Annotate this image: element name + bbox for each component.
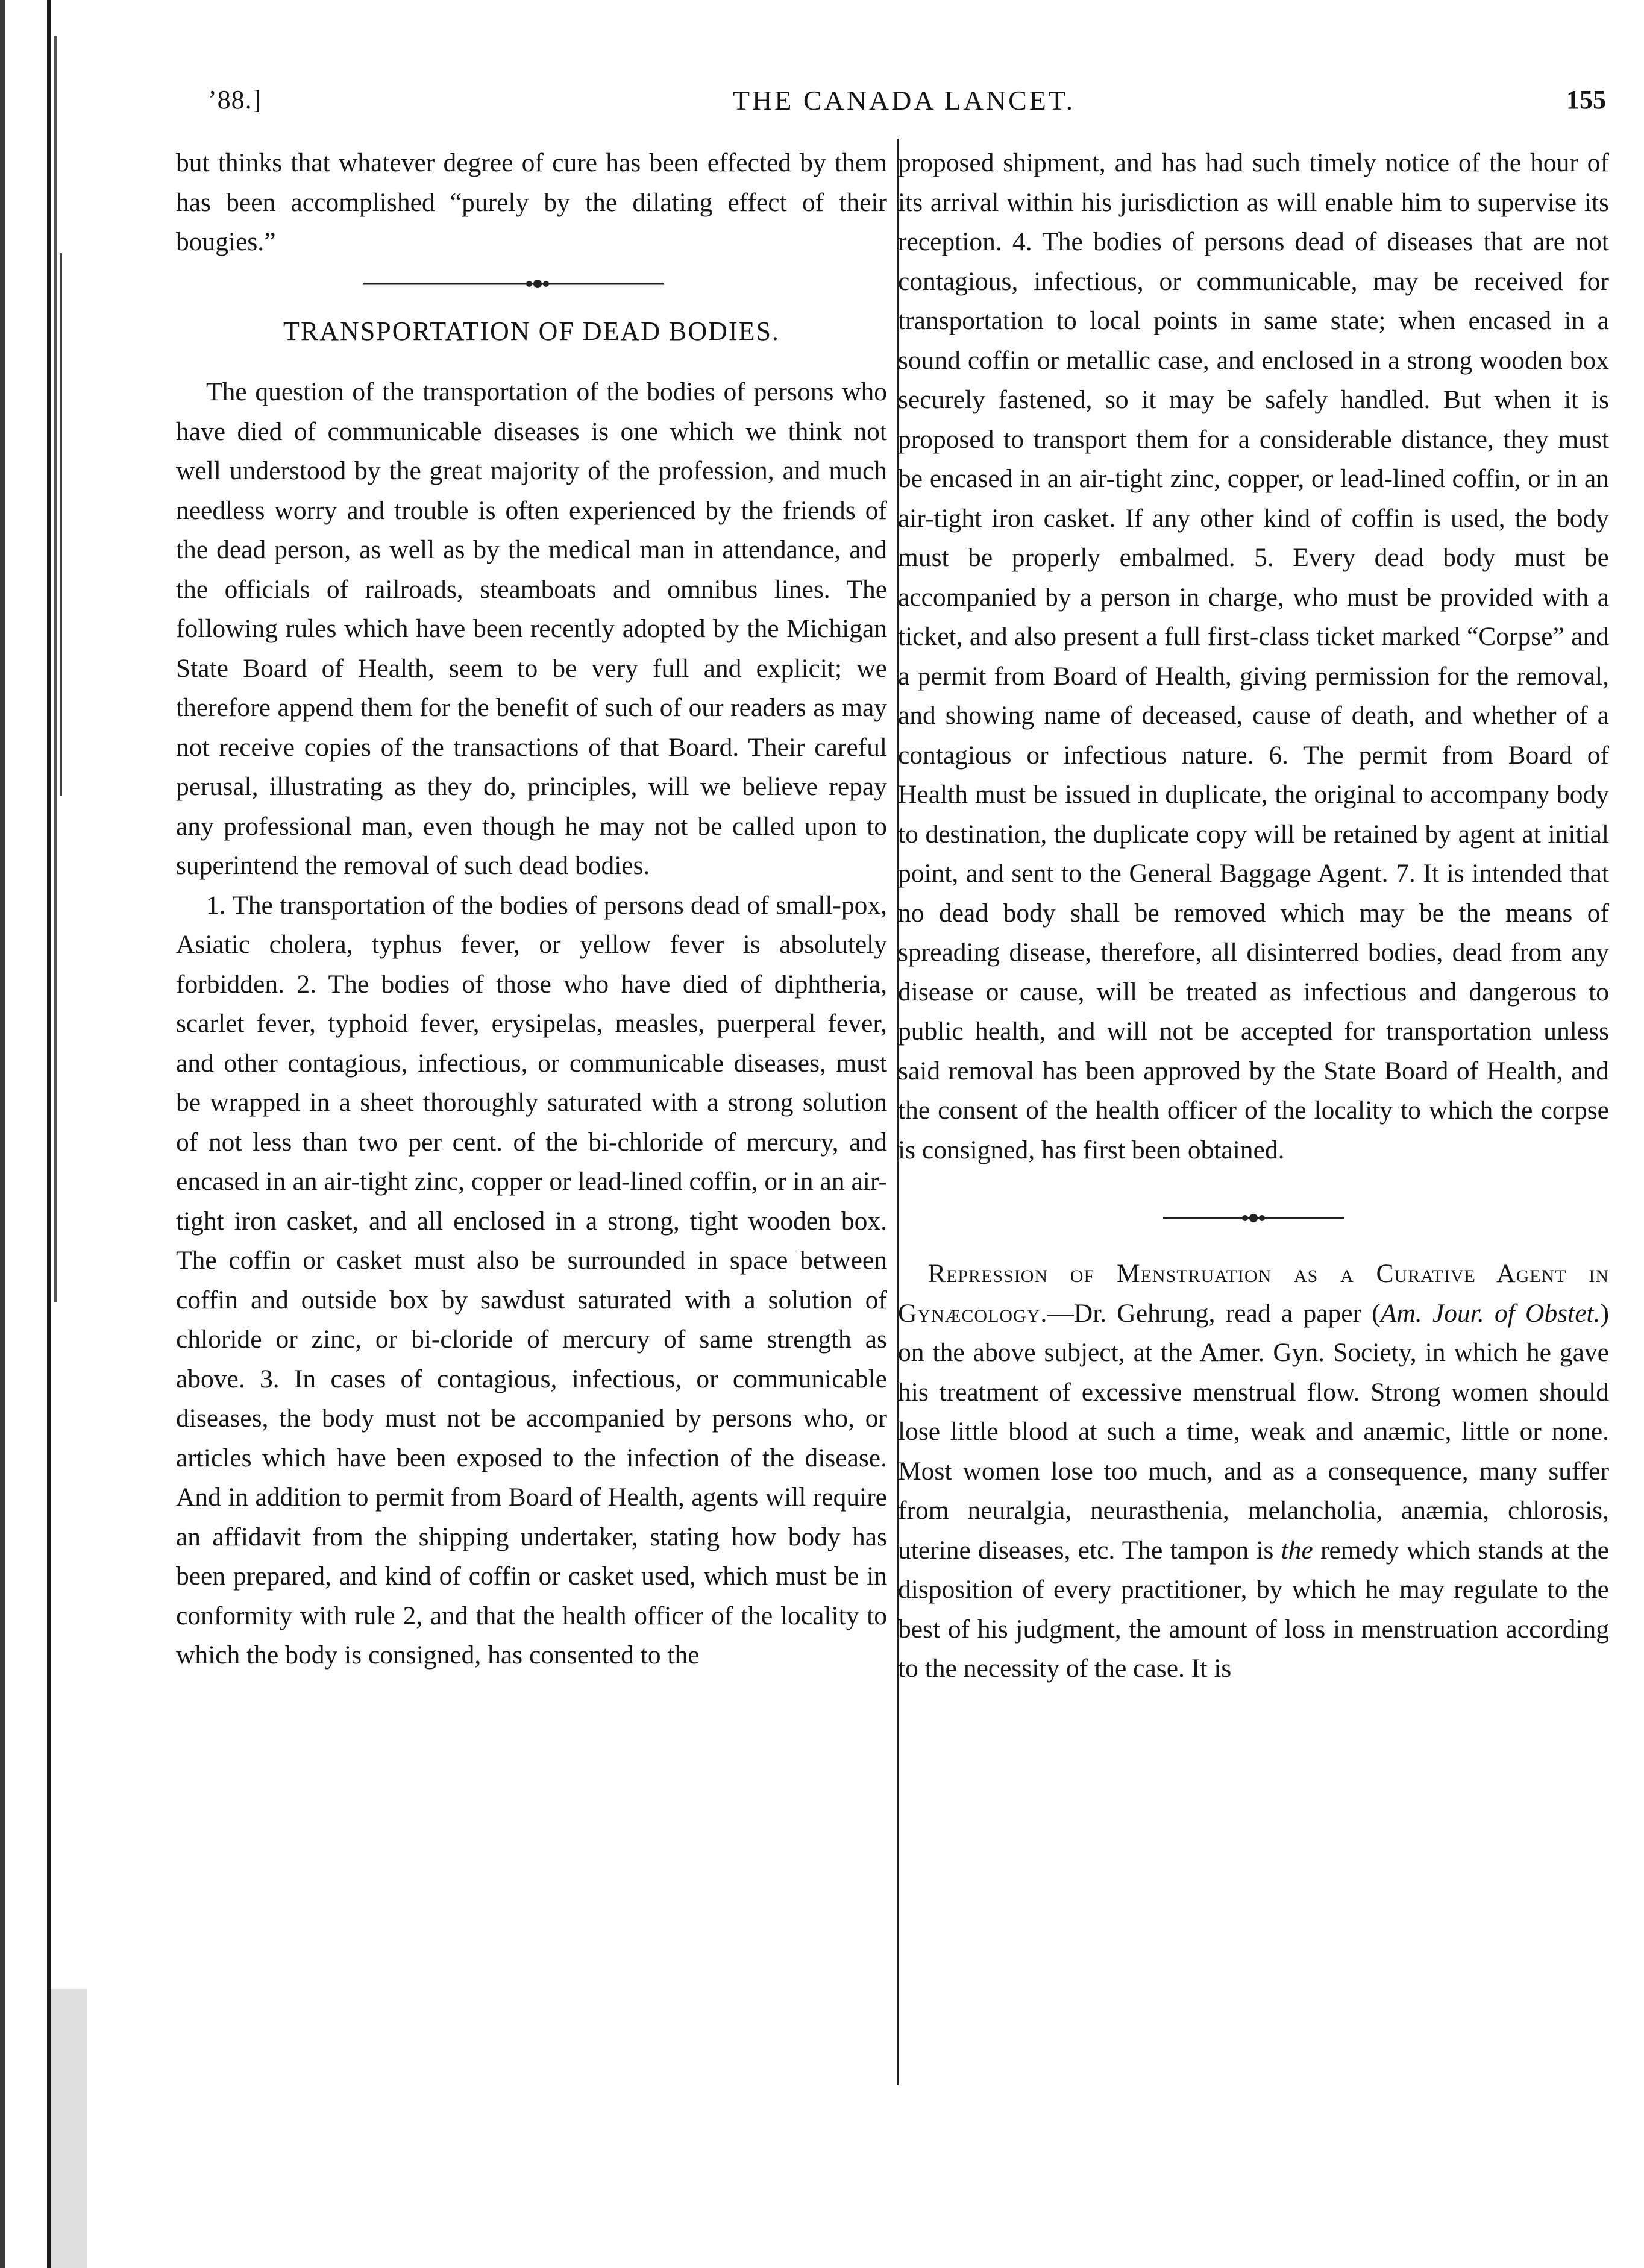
gynaecology-article <box>898 1254 1609 1689</box>
article-emphasis: the <box>1281 1535 1313 1565</box>
article-citation: Am. Jour. of Obstet. <box>1380 1298 1601 1328</box>
article-heading: Repression of Menstruation as a Curative Agent in Gynæcology. <box>898 1259 1609 1328</box>
ornament-rule-icon <box>898 1170 1609 1254</box>
page-number: 155 <box>1566 85 1606 115</box>
right-column <box>898 143 1609 1689</box>
page-binding-edge <box>0 0 90 2268</box>
article-body-part-2: remedy which stands at the disposition of every practitioner, by which he may regulate to the best of his judgment, the amount of loss in menstruation according to the necessity of the case. It is <box>898 1535 1609 1683</box>
section-separator <box>176 262 887 304</box>
rules-continued-paragraph: proposed shipment, and has had such timely notice of the hour of its arrival within his jurisdiction as will enable him to supervise its reception. 4. The bodies of persons dead of diseases that are not contagious, infectious, or communicable, may be received for transportation to local points in same state; when encased in a sound coffin or metallic case, and enclosed in a strong wooden box securely fastened, so it may be safely handled. But when it is proposed to transport them for a considerable distance, they must be encased in an air-tight zinc, copper, or lead-lined coffin, or in an air-tight iron casket. If any other kind of coffin is used, the body must be properly embalmed. 5. Every dead body must be accompanied by a person in charge, who must be provided with a ticket, and also present a full first-class ticket marked “Corpse” and a permit from Board of Health, giving permission for the removal, and showing name of deceased, cause of death, and whether of a contagious or infectious nature. 6. The permit from Board of Health must be issued in duplicate, the original to accompany body to destination, the duplicate copy will be retained by agent at initial point, and sent to the General Baggage Agent. 7. It is intended that no dead body shall be removed which may be the means of spreading disease, therefore, all disinterred bodies, dead from any disease or cause, will be treated as infectious and dangerous to public health, and will not be accepted for transportation unless said removal has been approved by the State Board of Health, and the consent of the health officer of the locality to which the corpse is consigned, has first been obtained. <box>898 148 1609 1164</box>
journal-title: THE CANADA LANCET. <box>732 85 1076 116</box>
article-lead: —Dr. Gehrung, read a paper ( <box>1047 1298 1381 1328</box>
volume-year: ’88.] <box>208 85 262 115</box>
ornament-rule-icon <box>176 262 887 304</box>
article-separator <box>898 1170 1609 1254</box>
rules-paragraph: 1. The transportation of the bodies of persons dead of small-pox, Asiatic cholera, typhus fever, or yellow fever is absolutely forbidden. 2. The bodies of those who have died of diphtheria, scarlet fever, typhoid fever, erysipelas, measles, puerperal fever, and other contagious, infectious, or communicable diseases, must be wrapped in a sheet thoroughly saturated with a strong solution of not less than two per cent. of the bi-chloride of mercury, and encased in an air-tight zinc, copper or lead-lined coffin, or in an air-tight iron casket, and all enclosed in a strong, tight wooden box. The coffin or casket must also be surrounded in space between coffin and outside box by sawdust saturated with a solution of chloride or zinc, or bi-cloride of mercury of same strength as above. 3. In cases of contagious, infectious, or communicable diseases, the body must not be accompanied by persons who, or articles which have been exposed to the infection of the disease. And in addition to permit from Board of Health, agents will require an affidavit from the shipping undertaker, stating how body has been prepared, and kind of coffin or casket used, which must be in conformity with rule 2, and that the health officer of the locality to which the body is consigned, has consented to the <box>176 890 887 1670</box>
page-header <box>202 84 1606 133</box>
section-title: TRANSPORTATION OF DEAD BODIES. <box>283 316 780 346</box>
continued-paragraph: but thinks that whatever degree of cure has been effected by them has been accomplished “purely by the dilating effect of their bougies.” <box>176 148 887 256</box>
article-body-part-1: ) on the above subject, at the Amer. Gyn. Society, in which he gave his treatment of excessive menstrual flow. Strong women should lose little blood at such a time, weak and anæmic, little or none. Most women lose too much, and as a consequence, many suffer from neuralgia, neurasthenia, melancholia, anæmia, chlorosis, uterine diseases, etc. The tampon is <box>898 1298 1610 1565</box>
left-column <box>176 143 887 1676</box>
intro-paragraph: The question of the transportation of the bodies of persons who have died of communicable diseases is one which we think not well understood by the great majority of the profession, and much needless worry and trouble is often experienced by the friends of the dead person, as well as by the medical man in attendance, and the officials of railroads, steamboats and omnibus lines. The following rules which have been recently adopted by the Michigan State Board of Health, seem to be very full and explicit; we therefore append them for the benefit of such of our readers as may not receive copies of the transactions of that Board. Their careful perusal, illustrating as they do, principles, will we believe repay any professional man, even though he may not be called upon to superintend the removal of such dead bodies. <box>176 377 887 880</box>
